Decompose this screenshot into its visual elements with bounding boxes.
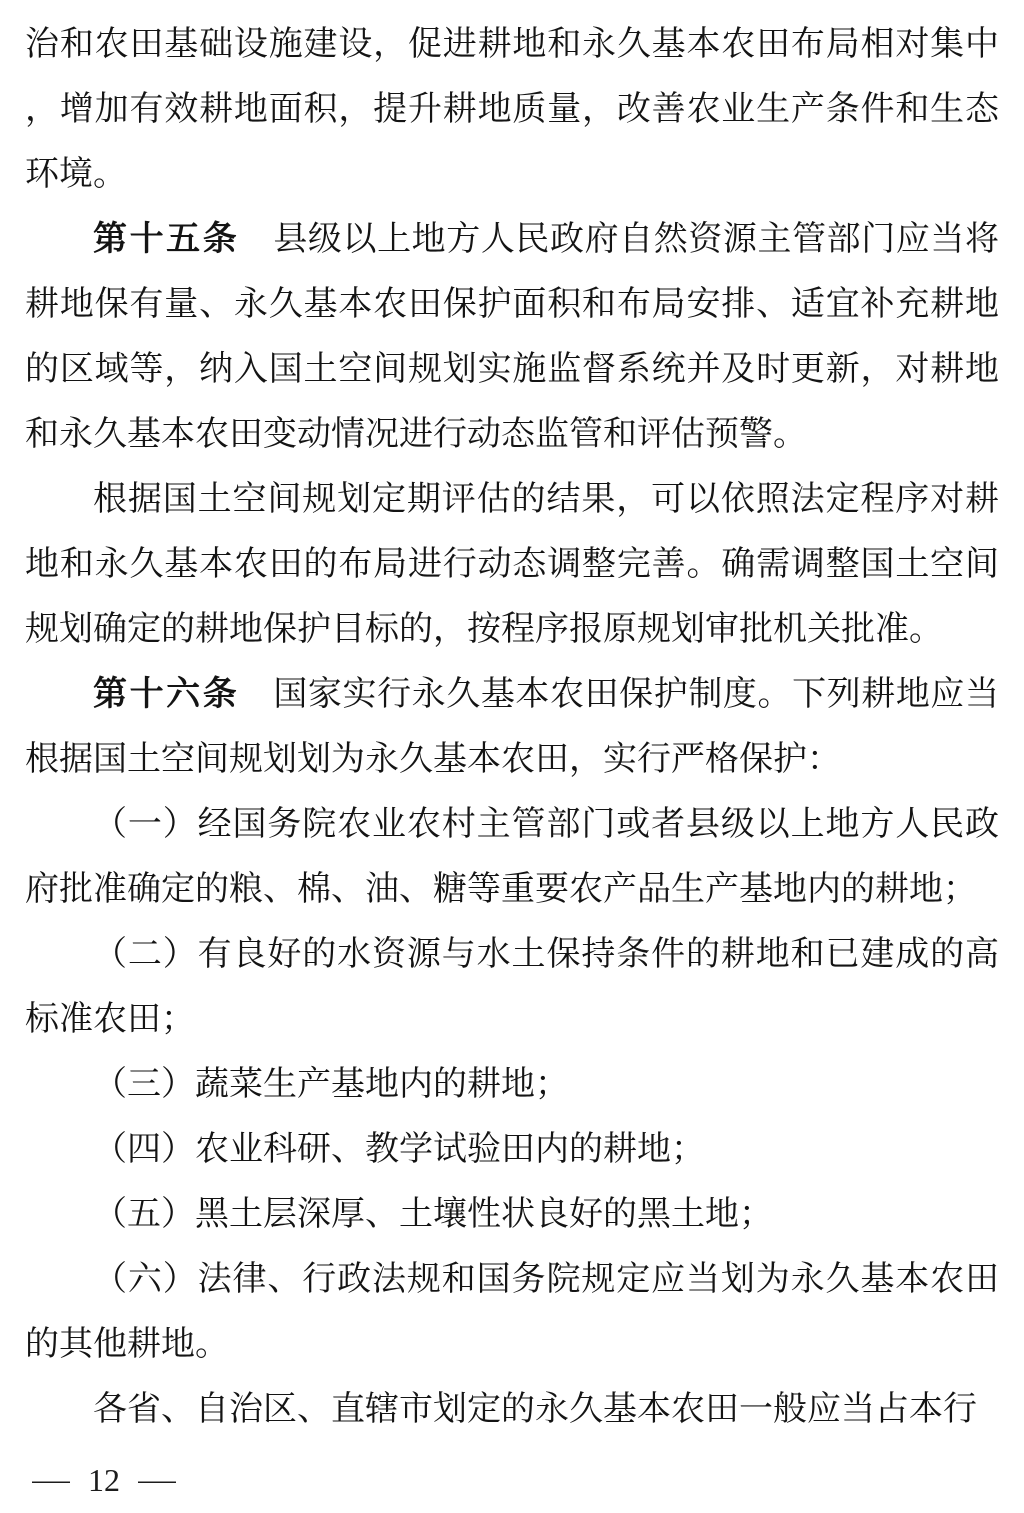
paragraph-article-15-second: 根据国土空间规划定期评估的结果，可以依照法定程序对耕地和永久基本农田的布局进行动态调整完善。确需调整国土空间规划确定的耕地保护目标的，按程序报原规划审批机关批准。 (25, 481, 999, 648)
paragraph-continuation: 治和农田基础设施建设，促进耕地和永久基本农田布局相对集中，增加有效耕地面积，提升耕地质量，改善农业生产条件和生态环境。 (25, 26, 999, 193)
paragraph-article-15 (25, 207, 999, 467)
list-item-1: （一）经国务院农业农村主管部门或者县级以上地方人民政府批准确定的粮、棉、油、糖等重要农产品生产基地内的耕地； (25, 806, 999, 908)
article-15-number: 第十五条 (93, 220, 240, 258)
list-item-3: （三）蔬菜生产基地内的耕地； (93, 1066, 569, 1103)
list-item-5: （五）黑土层深厚、土壤性状良好的黑土地； (93, 1196, 773, 1233)
article-16-number: 第十六条 (93, 675, 240, 713)
article-15-body: 县级以上地方人民政府自然资源主管部门应当将耕地保有量、永久基本农田保护面积和布局安排、适宜补充耕地的区域等，纳入国土空间规划实施监督系统并及时更新，对耕地和永久基本农田变动情况进行动态监管和评估预警。 (25, 221, 1000, 453)
page-number: 12 (88, 1462, 120, 1498)
paragraph-article-16-closing: 各省、自治区、直辖市划定的永久基本农田一般应当占本行 (93, 1391, 977, 1428)
footer-dash-left: — (32, 1463, 70, 1496)
list-item-6: （六）法律、行政法规和国务院规定应当划为永久基本农田的其他耕地。 (25, 1261, 999, 1363)
article-16-body: 国家实行永久基本农田保护制度。下列耕地应当根据国土空间规划划为永久基本农田，实行严格保护： (25, 676, 1000, 778)
paragraph-article-16 (25, 662, 999, 792)
list-item-4: （四）农业科研、教学试验田内的耕地； (93, 1131, 705, 1168)
page-footer (32, 1462, 176, 1498)
footer-dash-right: — (138, 1463, 176, 1496)
list-item-2: （二）有良好的水资源与水土保持条件的耕地和已建成的高标准农田； (25, 936, 999, 1038)
